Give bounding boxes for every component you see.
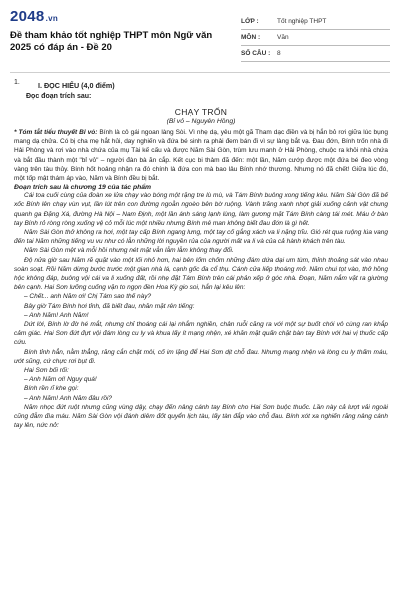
- site-logo[interactable]: [10, 8, 235, 25]
- header-left: [10, 8, 235, 62]
- meta-row-class: [241, 14, 390, 30]
- excerpt-paragraph: Bính tỉnh hẳn, nằm thẳng, răng cắn chặt môi, cố im lặng để Hai Sơn dịt chỗ đau. Nhưng mạng nhện và lòng cu ly thấm máu, ướt sũng, cứ chực rơi bụt đi.: [14, 348, 388, 365]
- dialogue-line: – Anh Năm! Anh Năm đâu rồi?: [24, 394, 113, 402]
- question-row: [14, 79, 388, 90]
- meta-label: MÔN :: [241, 34, 261, 41]
- excerpt-paragraph: Độ nửa giờ sau Năm rẽ quặt vào một lối nhỏ hơn, hai bên lốm chốm những đám dứa dại um tùm, thỉnh thoảng sát vào nhau soàn soạt. Rồi Năm dừng bước trước một gian nhà lá, cạnh gốc đa cổ thụ. Cánh cửa liếp thoáng mở. Năm chui tọt vào, thở hồng hộc không đáp, buông vội cái va li xuống đất, rồi nhẹ đặt Tám Bính trên cái phản xếp ở góc nhà. Đoạn, Năm nắm vặt ra giường bên cạnh. Hai Sơn lưỡng cuống vặn to ngọn đèn Hoa Kỳ gio soi, hắn lại kêu lên:: [14, 256, 388, 292]
- summary-label: * Tóm tắt tiểu thuyết Bỉ vỏ:: [14, 129, 98, 136]
- dialogue-line: – Anh Năm! Anh Năm!: [24, 311, 89, 319]
- excerpt-paragraph: Bính rền rĩ khe gọi:: [24, 385, 79, 393]
- excerpt-paragraph: Hai Sơn bối rối:: [24, 367, 69, 375]
- meta-value: Tốt nghiệp THPT: [277, 18, 327, 25]
- story-author: (Bỉ vỏ – Nguyên Hồng): [166, 118, 236, 125]
- logo-text: 2048: [10, 8, 45, 25]
- dialogue-line: – Anh Năm ơi! Nguy quá!: [24, 376, 97, 384]
- instruction: Đọc đoạn trích sau:: [26, 93, 92, 100]
- story-title: CHẠY TRỐN: [174, 107, 228, 117]
- excerpt-paragraph: Cái toa cuối cùng của đoàn xe lửa chạy vào bóng một rặng tre lù mù, và Tám Bính buông xong tiếng kêu. Năm Sài Gòn đã bế xốc Bính lên chạy vùn vụt, lần lút trên con đường ngoằn ngoèo bên bờ ruộng. Vành trăng xanh nhợt giải xuống cảnh vật chung quanh ga Đặng Xá, đường Hà Nội – Nam Định, một lần ánh sáng lạnh lùng, làm gương mặt Tám Bính càng tái mét. Máu ở bàn tay Bính rỏ ròng ròng xuống vệ cỏ mỗi lúc một nhiều nhưng Bính mê man không biết đau đớn là gì hết.: [14, 192, 388, 227]
- excerpt-paragraph: Năm Sài Gòn thở không ra hơi, một tay cấp Bính ngang lưng, một tay cố gắng xách va li nặng trĩu. Gió rét qua ruộng lúa vang đến tai Năm những tiếng vu vu như có lẫn những lời nguyền rủa của người mất va li và của cả hành khách trên tàu.: [14, 229, 388, 246]
- excerpt-paragraph: Bây giờ Tám Bính hơi tỉnh, đã biết đau, nhăn mặt rên tiếng:: [24, 302, 195, 310]
- question-number: 1.: [14, 79, 20, 86]
- page-header: [0, 0, 400, 68]
- document-title: Đề tham khảo tốt nghiệp THPT môn Ngữ văn 2025 có đáp án - Đề 20: [10, 30, 213, 53]
- section-title: I. ĐỌC HIỂU (4,0 điểm): [38, 81, 115, 90]
- meta-value: Văn: [277, 34, 289, 41]
- meta-row-question-count: [241, 46, 390, 62]
- excerpt-paragraph: Dứt lời, Bính lờ đờ hé mắt, nhưng chỉ thoáng cái lại nhắm nghiền, chân ruỗi căng ra với một sự buốt chói vô cùng ran khắp cảm giác. Hai Sơn đứt đựt vội đám lòng cu ly và khua lấy ít mạng nhện, xé khăn mặt quấn chặt bàn tay Bính với hai vị thuốc cấp cứu.: [14, 321, 388, 347]
- logo-tld: .vn: [45, 14, 59, 23]
- meta-row-subject: [241, 30, 390, 46]
- dialogue-line: – Chết... anh Năm ơi! Chị Tám sao thế này?: [24, 293, 152, 301]
- excerpt-paragraph: Năm nhọc đứt ruột nhưng cũng vùng dậy, chạy đến nâng cánh tay Bính cho Hai Sơn buộc thuốc. Lần này cả lượt vải ngoài cũng đẫm đìa máu. Năm Sài Gòn vội đánh diêm đốt quyển lịch tàu, lấy tàn đắp vào chỗ đau. Bính xót xa nghiến răng nâng cánh tay lên, nức nở:: [14, 403, 388, 430]
- question-content: [0, 73, 400, 431]
- meta-info-table: [241, 14, 390, 62]
- summary-text: Bính là cô gái ngoan làng Sòi. Vì nhẹ dạ, yêu một gã Tham dạc điền và bị hắn bỏ rơi giữa lúc bụng mang dạ chửa. Có bị cha mẹ hắt hủi, day nghiến và đứa bé sinh ra phải đem bán đi vì sự làng bắt vạ. Đau đớn, Bính trốn nhà đi Hải Phòng và rơi vào nhà chứa của mụ Tài kế cấu và được Năm Sài Gòn, trùm lưu manh ở Hải Phòng, chuộc ra khỏi nhà chứa và bắt đầu thành một "bỉ vỏ" – người đàn bà ăn cắp. Kết cục bi thảm đã đến: một lần, Năm cướp được một đứa bé đeo vòng vàng trên tàu thủy. Bính hốt hoảng nhận ra đó chính là đứa con mà bao lâu Bính nhớ thương. Nhưng nó đã chết! Giữa lúc đó, một tốp mật thám áp vào, Năm và Bính đều bị bắt.: [14, 129, 388, 183]
- excerpt-paragraph: Năm Sài Gòn mệt và mỗi hồi nhưng nét mặt vẫn lẫm lẫm không thay đổi.: [24, 247, 234, 255]
- question-body: [38, 79, 388, 90]
- excerpt-heading: Đoạn trích sau là chương 19 của tác phẩm: [14, 184, 152, 192]
- meta-label: LỚP :: [241, 18, 259, 25]
- meta-value: 8: [277, 50, 281, 57]
- summary-paragraph: [14, 128, 388, 183]
- meta-label: SỐ CÂU :: [241, 50, 271, 57]
